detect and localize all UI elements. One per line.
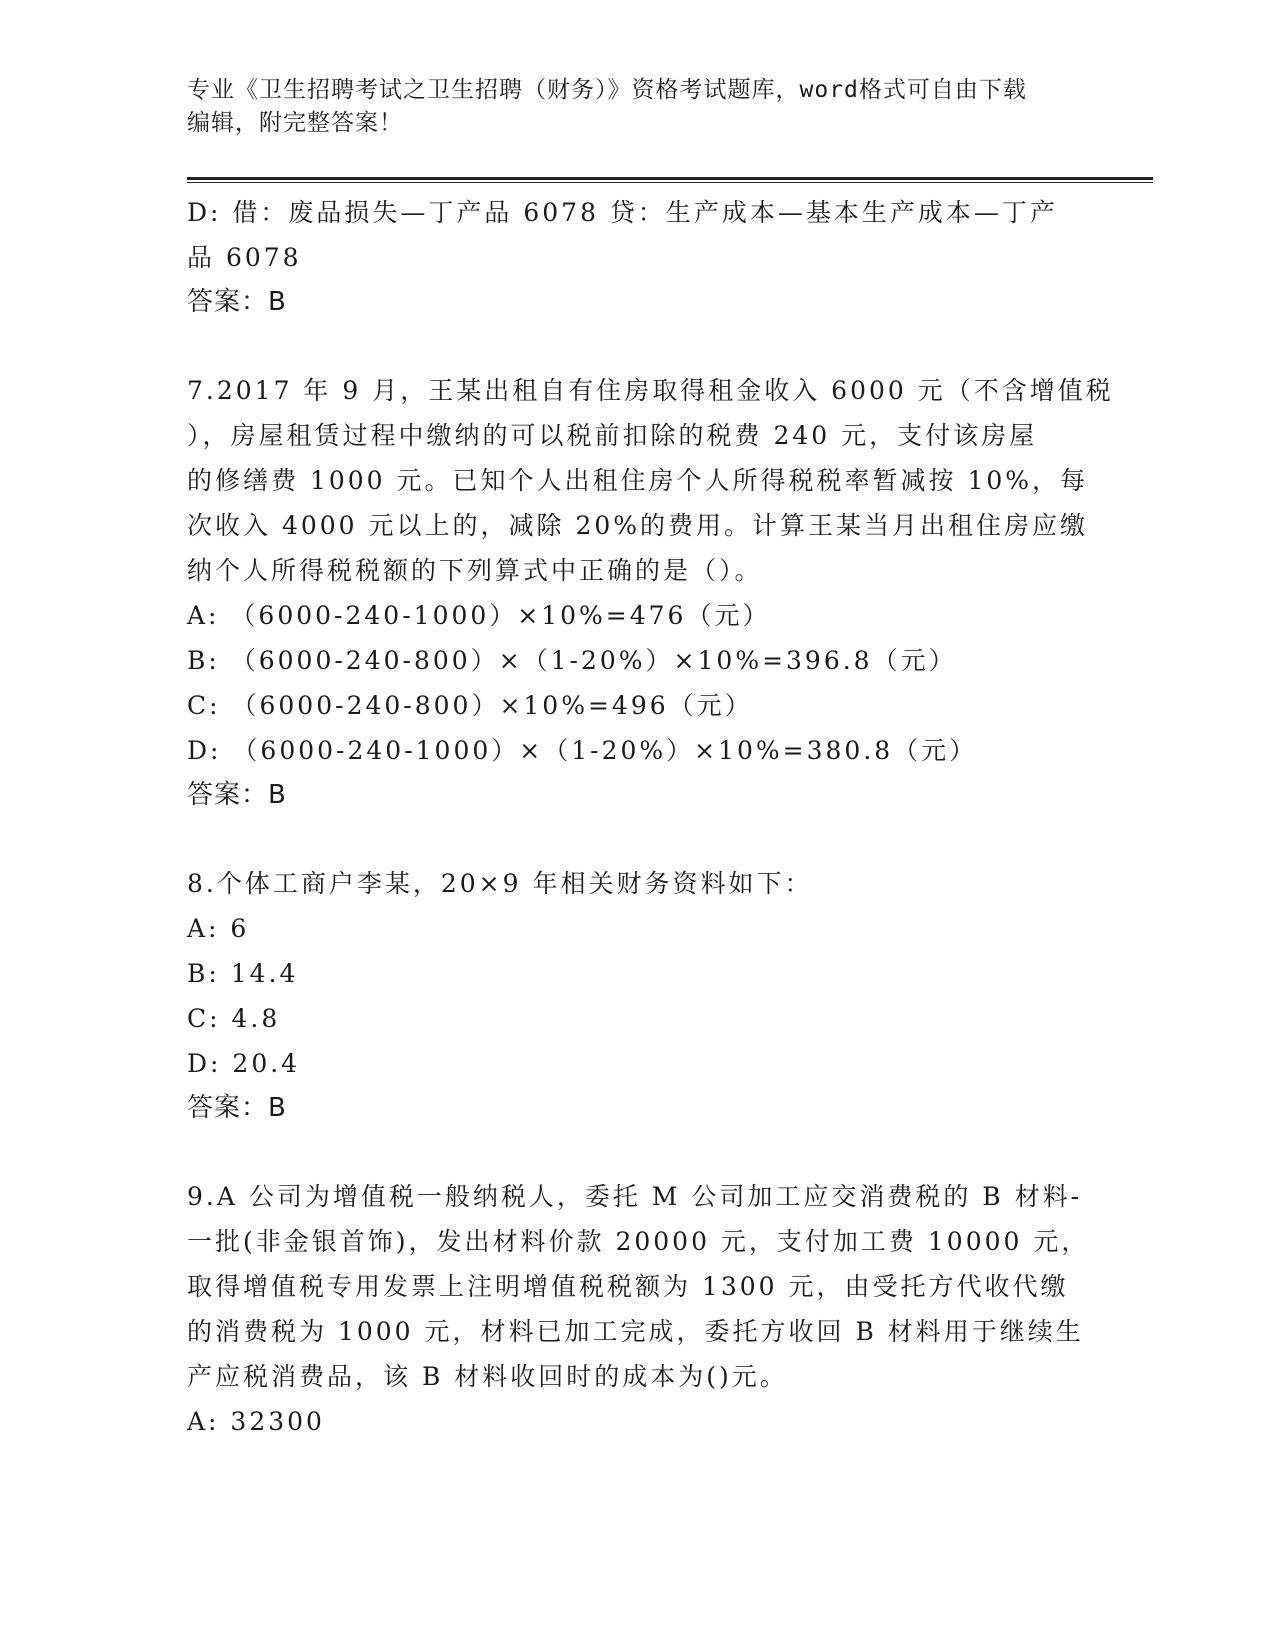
question-stem-line: 取得增值税专用发票上注明增值税税额为 1300 元，由受托方代收代缴 — [187, 1272, 1069, 1301]
question-stem-line: 的修缮费 1000 元。已知个人出租住房个人所得税税率暂减按 10%，每 — [187, 466, 1089, 495]
option-a: A: 32300 — [187, 1407, 325, 1436]
question-stem-line: 产应税消费品，该 B 材料收回时的成本为()元。 — [187, 1362, 788, 1391]
question-7 — [187, 368, 1114, 818]
question-stem-line: 8.个体工商户李某，20×9 年相关财务资料如下： — [187, 869, 813, 898]
question-stem-line: ），房屋租赁过程中缴纳的可以税前扣除的税费 240 元，支付该房屋 — [187, 421, 1038, 450]
question-stem-line: 一批(非金银首饰)，发出材料价款 20000 元，支付加工费 10000 元， — [187, 1227, 1090, 1256]
header-line-2: 编辑，附完整答案！ — [187, 110, 403, 136]
option-d-line-2: 品 6078 — [187, 243, 302, 272]
option-c: C: 4.8 — [187, 1004, 281, 1033]
question-spacer — [187, 818, 1067, 861]
header-divider-thick — [187, 177, 1153, 180]
answer-line: 答案：B — [187, 1093, 287, 1123]
question-9 — [187, 1174, 1090, 1444]
option-a: A: （6000-240-1000）×10%=476（元） — [187, 601, 771, 630]
page-header — [187, 74, 1087, 140]
option-d-line-1: D: 借：废品损失—丁产品 6078 贷：生产成本—基本生产成本—丁产 — [187, 198, 1058, 227]
question-stem-line: 的消费税为 1000 元，材料已加工完成，委托方收回 B 材料用于继续生 — [187, 1317, 1084, 1346]
question-stem-line: 7.2017 年 9 月，王某出租自有住房取得租金收入 6000 元（不含增值税 — [187, 376, 1114, 405]
question-spacer — [187, 325, 1067, 368]
question-stem-line: 纳个人所得税税额的下列算式中正确的是（）。 — [187, 556, 763, 585]
question-stem-line: 9.A 公司为增值税一般纳税人，委托 M 公司加工应交消费税的 B 材料- — [187, 1182, 1083, 1211]
question-6-tail — [187, 190, 1067, 325]
option-b: B: （6000-240-800）×（1-20%）×10%=396.8（元） — [187, 646, 957, 675]
option-d: D: 20.4 — [187, 1049, 301, 1078]
header-line-1: 专业《卫生招聘考试之卫生招聘（财务）》资格考试题库，word格式可自由下载 — [187, 77, 1027, 103]
option-d: D: （6000-240-1000）×（1-20%）×10%=380.8（元） — [187, 736, 978, 765]
question-8 — [187, 861, 1067, 1131]
header-divider-thin — [187, 182, 1153, 183]
option-b: B: 14.4 — [187, 959, 299, 988]
question-body — [187, 190, 1114, 1444]
answer-line: 答案：B — [187, 287, 287, 317]
answer-line: 答案：B — [187, 780, 287, 810]
question-spacer — [187, 1131, 1067, 1174]
option-a: A: 6 — [187, 914, 250, 943]
question-stem-line: 次收入 4000 元以上的，减除 20%的费用。计算王某当月出租住房应缴 — [187, 511, 1089, 540]
option-c: C: （6000-240-800）×10%=496（元） — [187, 691, 753, 720]
